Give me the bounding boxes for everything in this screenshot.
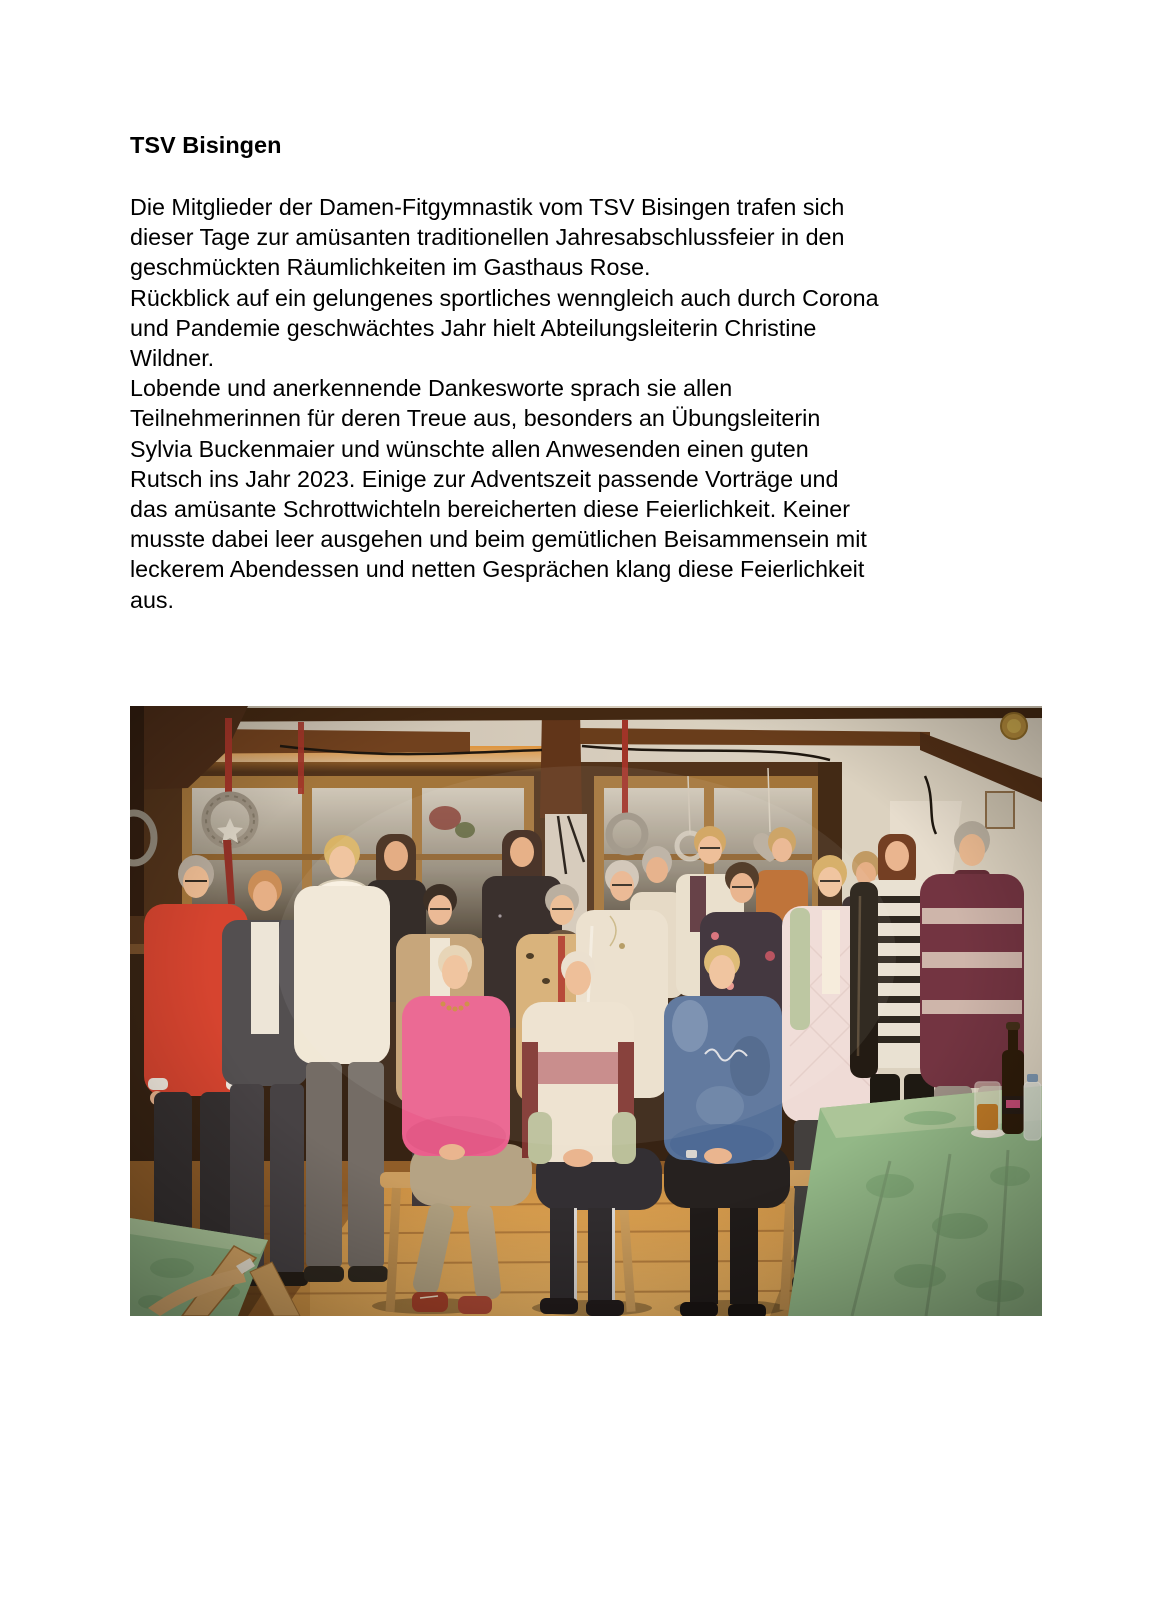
body-line: dieser Tage zur amüsanten traditionellen Jahresabschlussfeier in den xyxy=(130,224,845,251)
body-line: Lobende und anerkennende Dankesworte sprach sie allen xyxy=(130,375,733,402)
body-line: Sylvia Buckenmaier und wünschte allen Anwesenden einen guten xyxy=(130,435,809,462)
body-line: Rückblick auf ein gelungenes sportliches wenngleich auch durch Corona xyxy=(130,284,879,311)
page-title: TSV Bisingen xyxy=(130,132,282,158)
article-body xyxy=(130,192,1070,615)
group-photo-figure xyxy=(130,706,1042,1316)
body-line: Die Mitglieder der Damen-Fitgymnastik vom TSV Bisingen trafen sich xyxy=(130,194,845,220)
body-line: Rutsch ins Jahr 2023. Einige zur Adventszeit passende Vorträge und xyxy=(130,465,839,492)
body-line: Teilnehmerinnen für deren Treue aus, besonders an Übungsleiterin xyxy=(130,405,821,432)
body-line: und Pandemie geschwächtes Jahr hielt Abteilungsleiterin Christine xyxy=(130,314,817,341)
body-line: das amüsante Schrottwichteln bereicherten diese Feierlichkeit. Keiner xyxy=(130,496,850,523)
body-line: geschmückten Räumlichkeiten im Gasthaus Rose. xyxy=(130,254,651,281)
lighting-overlay xyxy=(130,706,1042,1316)
body-line: Wildner. xyxy=(130,345,215,372)
group-photo xyxy=(130,706,1042,1316)
body-line: leckerem Abendessen und netten Gesprächen klang diese Feierlichkeit xyxy=(130,556,865,583)
body-line: musste dabei leer ausgehen und beim gemütlichen Beisammensein mit xyxy=(130,526,867,553)
article xyxy=(130,131,1070,615)
body-line: aus. xyxy=(130,586,175,613)
